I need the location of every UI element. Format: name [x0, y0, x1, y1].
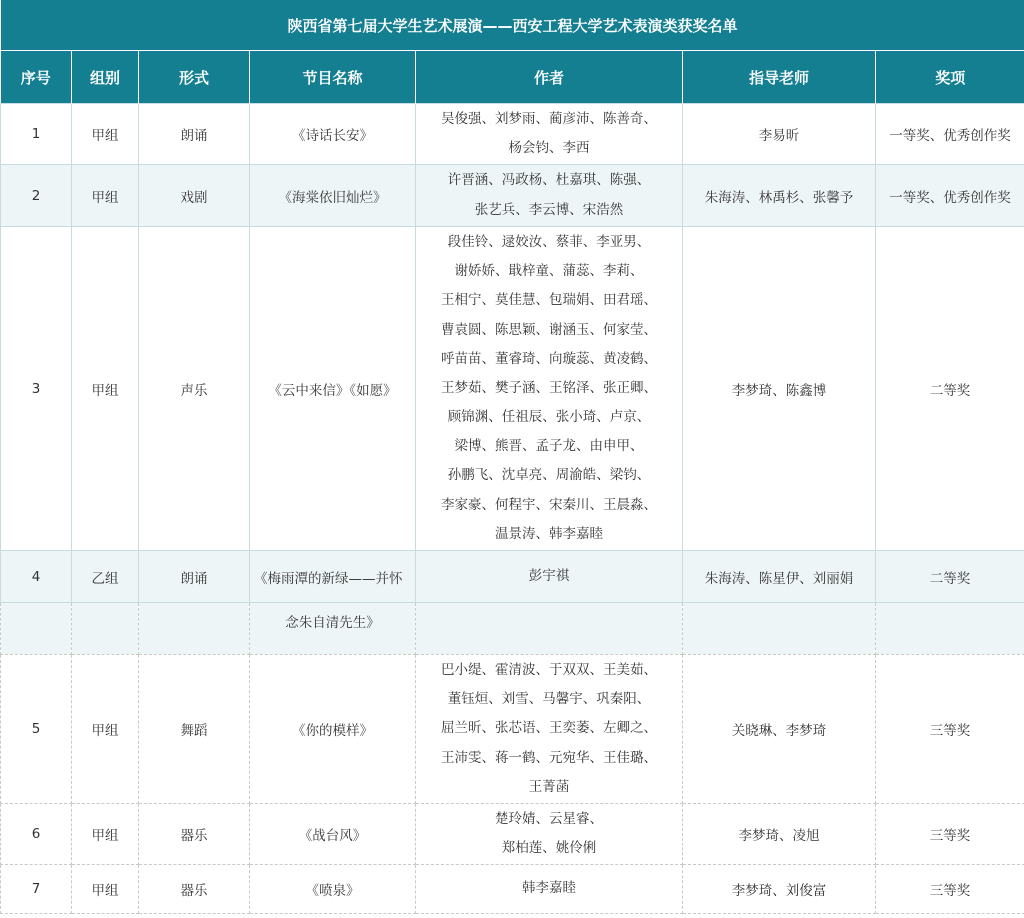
row-number: 2 — [1, 165, 72, 227]
author-line: 吴俊强、刘梦雨、蔺彦沛、陈善奇、 — [441, 110, 657, 127]
author-line: 屈兰昕、张芯语、王奕萎、左卿之、 — [441, 720, 657, 737]
row-authors — [416, 104, 683, 165]
author-line: 呼苗苗、董睿琦、向璇蕊、黄凌鹤、 — [441, 350, 657, 367]
row-program: 《梅雨潭的新绿——并怀 — [250, 551, 416, 603]
author-line: 韩李嘉睦 — [522, 880, 576, 897]
row-program: 念朱自清先生》 — [250, 603, 416, 655]
header-authors: 作者 — [416, 51, 683, 104]
row-group: 甲组 — [72, 104, 139, 165]
row-group — [72, 603, 139, 655]
author-line: 郑柏莲、姚伶俐 — [501, 840, 597, 856]
author-line: 王沛雯、蒋一鹤、元宛华、王佳璐、 — [441, 749, 657, 766]
row-number: 4 — [1, 551, 72, 603]
row-teachers: 关晓琳、李梦琦 — [683, 655, 876, 804]
row-program: 《云中来信》《如愿》 — [250, 227, 416, 551]
row-teachers: 李梦琦、凌旭 — [683, 804, 876, 865]
author-line: 张艺兵、李云博、宋浩然 — [474, 201, 624, 218]
table-row — [1, 227, 1024, 551]
row-number: 7 — [1, 865, 72, 914]
author-line — [420, 614, 678, 643]
row-group: 甲组 — [72, 227, 139, 551]
row-award: 二等奖 — [876, 227, 1024, 551]
author-line: 楚玲婧、云星睿、 — [495, 810, 603, 827]
author-line: 曹袁圆、陈思颖、谢涵玉、何家莹、 — [441, 321, 657, 338]
row-group: 甲组 — [72, 165, 139, 227]
row-form — [139, 603, 250, 655]
author-line: 王菁菡 — [528, 778, 570, 795]
author-line: 王梦茹、樊子涵、王铭泽、张正卿、 — [441, 379, 657, 396]
row-program: 《诗话长安》 — [250, 104, 416, 165]
table-row — [1, 603, 1024, 655]
row-award: 三等奖 — [876, 865, 1024, 914]
author-line: 彭宇祺 — [528, 567, 570, 584]
table-row — [1, 104, 1024, 165]
row-authors — [416, 165, 683, 227]
table-row — [1, 804, 1024, 865]
author-line: 王相宁、莫佳慧、包瑞娟、田君瑶、 — [441, 292, 657, 309]
row-number: 1 — [1, 104, 72, 165]
row-group: 乙组 — [72, 551, 139, 603]
row-form: 朗诵 — [139, 104, 250, 165]
header-form: 形式 — [139, 51, 250, 104]
row-teachers: 朱海涛、陈星伊、刘丽娟 — [683, 551, 876, 603]
row-award: 一等奖、优秀创作奖 — [876, 165, 1024, 227]
table-row — [1, 865, 1024, 914]
row-number: 5 — [1, 655, 72, 804]
header-program: 节目名称 — [250, 51, 416, 104]
header-no: 序号 — [1, 51, 72, 104]
row-authors — [416, 551, 683, 603]
row-group: 甲组 — [72, 804, 139, 865]
row-authors — [416, 804, 683, 865]
row-authors — [416, 655, 683, 804]
row-program: 《战台风》 — [250, 804, 416, 865]
row-number: 3 — [1, 227, 72, 551]
row-award: 二等奖 — [876, 551, 1024, 603]
row-form: 器乐 — [139, 865, 250, 914]
author-line: 李家豪、何程宇、宋秦川、王晨淼、 — [441, 496, 657, 513]
row-teachers — [683, 603, 876, 655]
author-line: 巴小缇、霍清波、于双双、王美茹、 — [441, 662, 657, 679]
header-award: 奖项 — [876, 51, 1024, 104]
table-row — [1, 551, 1024, 603]
row-program: 《海棠依旧灿烂》 — [250, 165, 416, 227]
row-award — [876, 603, 1024, 655]
row-teachers: 李易昕 — [683, 104, 876, 165]
author-line: 梁博、熊晋、孟子龙、由申甲、 — [454, 438, 644, 455]
table-row — [1, 165, 1024, 227]
author-line: 孙鹏飞、沈卓亮、周渝皓、梁钧、 — [447, 467, 651, 484]
author-line: 温景涛、韩李嘉睦 — [495, 525, 603, 542]
table-row — [1, 655, 1024, 804]
row-group: 甲组 — [72, 655, 139, 804]
row-form: 戏剧 — [139, 165, 250, 227]
row-form: 器乐 — [139, 804, 250, 865]
author-line: 杨会钧、李西 — [508, 140, 590, 156]
row-teachers: 李梦琦、陈鑫博 — [683, 227, 876, 551]
row-teachers: 朱海涛、林禹杉、张馨予 — [683, 165, 876, 227]
author-line: 谢娇娇、戢梓童、蒲蕊、李莉、 — [454, 263, 644, 280]
header-group: 组别 — [72, 51, 139, 104]
row-program: 《喷泉》 — [250, 865, 416, 914]
author-line: 段佳铃、逯姣汝、蔡菲、李亚男、 — [447, 233, 651, 250]
author-line: 顾锦渊、任祖辰、张小琦、卢京、 — [447, 409, 651, 426]
row-number: 6 — [1, 804, 72, 865]
row-authors — [416, 603, 683, 655]
row-form: 声乐 — [139, 227, 250, 551]
row-form: 朗诵 — [139, 551, 250, 603]
table-title: 陕西省第七届大学生艺术展演——西安工程大学艺术表演类获奖名单 — [1, 0, 1024, 51]
row-program: 《你的模样》 — [250, 655, 416, 804]
row-teachers: 李梦琦、刘俊富 — [683, 865, 876, 914]
header-teachers: 指导老师 — [683, 51, 876, 104]
row-authors — [416, 865, 683, 914]
author-line: 董钰烜、刘雪、马馨宇、巩秦阳、 — [447, 691, 651, 708]
row-form: 舞蹈 — [139, 655, 250, 804]
author-line: 许晋涵、冯政杨、杜嘉琪、陈强、 — [447, 172, 651, 189]
row-award: 一等奖、优秀创作奖 — [876, 104, 1024, 165]
row-number — [1, 603, 72, 655]
row-award: 三等奖 — [876, 804, 1024, 865]
row-authors — [416, 227, 683, 551]
row-group: 甲组 — [72, 865, 139, 914]
row-award: 三等奖 — [876, 655, 1024, 804]
